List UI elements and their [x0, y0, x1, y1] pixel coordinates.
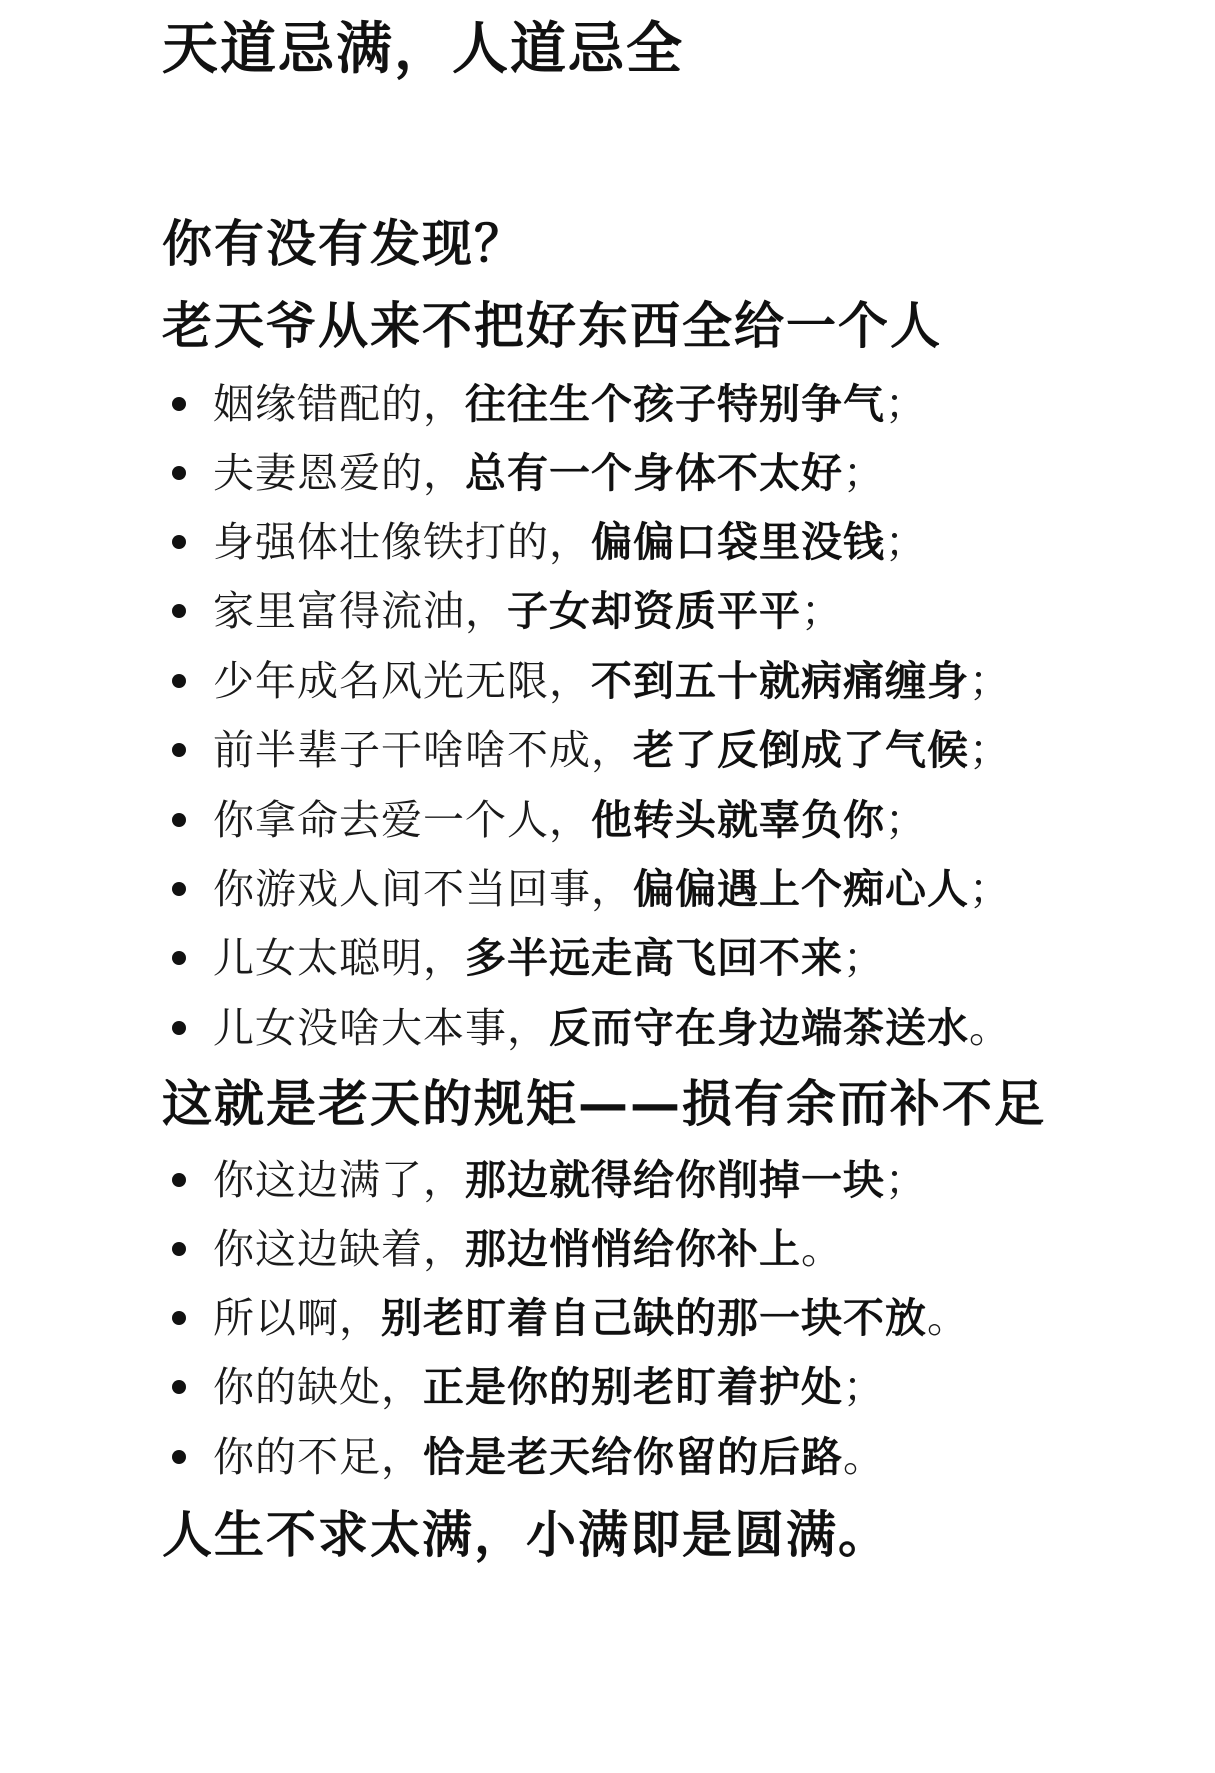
item-emphasis: 偏偏口袋里没钱	[591, 518, 885, 566]
item-text: 身强体壮像铁打的，	[213, 518, 591, 566]
bullet-dot-icon	[172, 743, 186, 757]
item-text: 你游戏人间不当回事，	[213, 865, 633, 913]
item-punctuation: ；	[843, 449, 885, 497]
bullet-dot-icon	[172, 674, 186, 688]
item-emphasis: 总有一个身体不太好	[465, 449, 843, 497]
item-text: 夫妻恩爱的，	[213, 449, 465, 497]
list-item	[172, 1288, 969, 1348]
item-text: 你拿命去爱一个人，	[213, 796, 591, 844]
item-emphasis: 反而守在身边端茶送水	[549, 1004, 969, 1052]
list-item	[172, 720, 1011, 780]
item-text: 你的不足，	[213, 1433, 423, 1481]
list-item	[172, 1150, 927, 1210]
item-punctuation: 。	[801, 1225, 843, 1273]
bullet-dot-icon	[172, 951, 186, 965]
item-punctuation: ；	[843, 934, 885, 982]
bullet-dot-icon	[172, 1021, 186, 1035]
item-emphasis: 老了反倒成了气候	[633, 726, 969, 774]
item-emphasis: 正是你的别老盯着护处	[423, 1363, 843, 1411]
item-text: 儿女太聪明，	[213, 934, 465, 982]
item-punctuation: 。	[969, 1004, 1011, 1052]
section2-heading: 这就是老天的规矩——损有余而补不足	[162, 1075, 1046, 1133]
bullet-dot-icon	[172, 1450, 186, 1464]
list-item	[172, 581, 843, 641]
item-punctuation: 。	[843, 1433, 885, 1481]
item-emphasis: 子女却资质平平	[507, 587, 801, 635]
item-punctuation: ；	[885, 518, 927, 566]
list-item	[172, 1427, 885, 1487]
list-item	[172, 512, 927, 572]
bullet-dot-icon	[172, 466, 186, 480]
item-text: 你这边满了，	[213, 1156, 465, 1204]
list-item	[172, 998, 1011, 1058]
item-text: 你这边缺着，	[213, 1225, 465, 1273]
bullet-dot-icon	[172, 813, 186, 827]
item-punctuation: 。	[927, 1294, 969, 1342]
item-punctuation: ；	[969, 657, 1011, 705]
item-text: 姻缘错配的，	[213, 380, 465, 428]
item-emphasis: 恰是老天给你留的后路	[423, 1433, 843, 1481]
section1-heading: 老天爷从来不把好东西全给一个人	[162, 297, 942, 355]
bullet-dot-icon	[172, 1242, 186, 1256]
item-emphasis: 那边就得给你削掉一块	[465, 1156, 885, 1204]
item-text: 家里富得流油，	[213, 587, 507, 635]
bullet-dot-icon	[172, 1380, 186, 1394]
item-punctuation: ；	[801, 587, 843, 635]
item-emphasis: 别老盯着自己缺的那一块不放	[381, 1294, 927, 1342]
bullet-dot-icon	[172, 882, 186, 896]
list-item	[172, 1357, 885, 1417]
item-text: 儿女没啥大本事，	[213, 1004, 549, 1052]
item-text: 少年成名风光无限，	[213, 657, 591, 705]
bullet-dot-icon	[172, 604, 186, 618]
item-text: 前半辈子干啥啥不成，	[213, 726, 633, 774]
list-item	[172, 790, 927, 850]
item-emphasis: 往往生个孩子特别争气	[465, 380, 885, 428]
item-emphasis: 不到五十就病痛缠身	[591, 657, 969, 705]
article-title: 天道忌满，人道忌全	[162, 17, 684, 82]
item-punctuation: ；	[885, 796, 927, 844]
item-text: 所以啊，	[213, 1294, 381, 1342]
item-text: 你的缺处，	[213, 1363, 423, 1411]
bullet-dot-icon	[172, 1173, 186, 1187]
item-emphasis: 他转头就辜负你	[591, 796, 885, 844]
bullet-dot-icon	[172, 535, 186, 549]
item-emphasis: 偏偏遇上个痴心人	[633, 865, 969, 913]
bullet-dot-icon	[172, 397, 186, 411]
item-punctuation: ；	[843, 1363, 885, 1411]
list-item	[172, 928, 885, 988]
item-emphasis: 多半远走高飞回不来	[465, 934, 843, 982]
list-item	[172, 859, 1011, 919]
item-emphasis: 那边悄悄给你补上	[465, 1225, 801, 1273]
list-item	[172, 374, 927, 434]
closing-heading: 人生不求太满，小满即是圆满。	[162, 1506, 890, 1564]
item-punctuation: ；	[885, 1156, 927, 1204]
item-punctuation: ；	[969, 726, 1011, 774]
question-heading: 你有没有发现？	[162, 215, 526, 273]
item-punctuation: ；	[885, 380, 927, 428]
bullet-dot-icon	[172, 1311, 186, 1325]
item-punctuation: ；	[969, 865, 1011, 913]
list-item	[172, 443, 885, 503]
list-item	[172, 651, 1011, 711]
list-item	[172, 1219, 843, 1279]
